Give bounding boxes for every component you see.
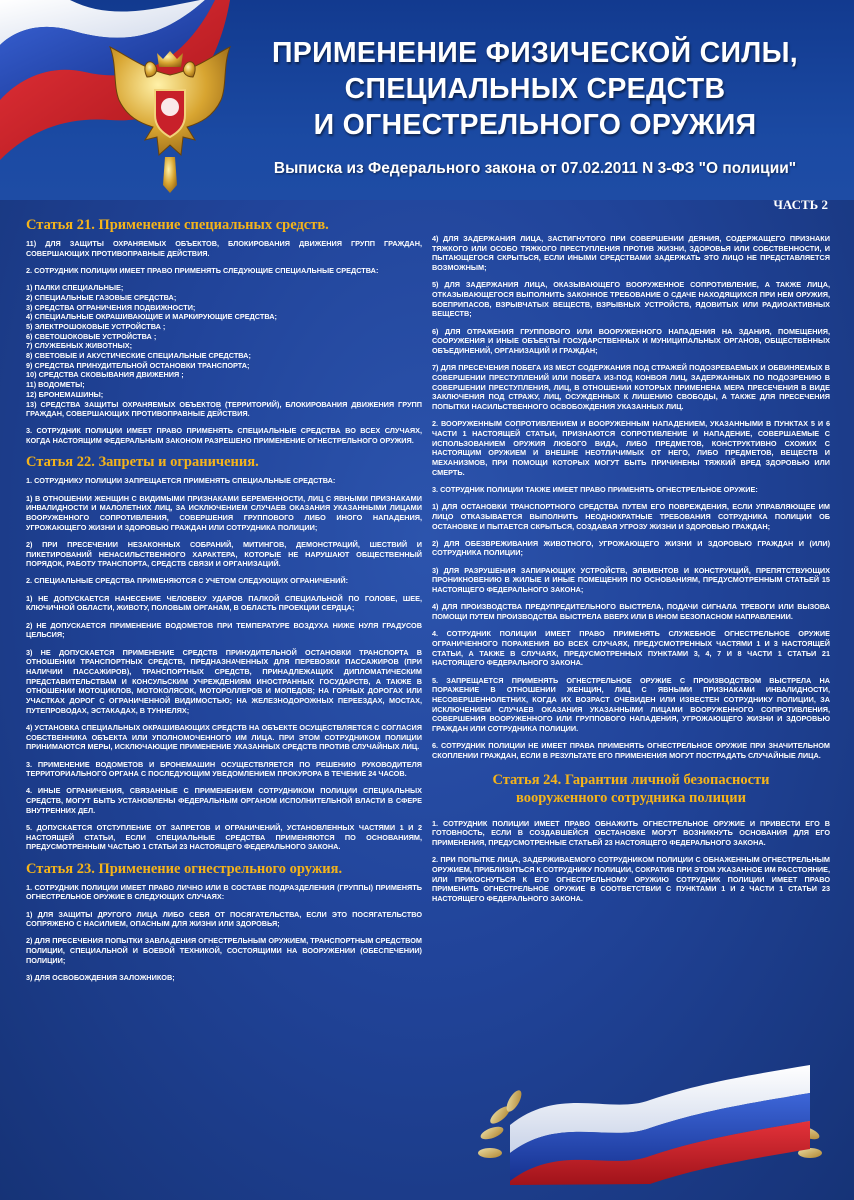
list-item: 6) СВЕТОШОКОВЫЕ УСТРОЙСТВА ; [26, 331, 157, 341]
header-banner [0, 0, 854, 200]
paragraph: 1. СОТРУДНИК ПОЛИЦИИ ИМЕЕТ ПРАВО ОБНАЖИТЬ ОГНЕСТРЕЛЬНОЕ ОРУЖИЕ И ПРИВЕСТИ ЕГО В ГОТОВНОСТЬ, ЕСЛИ В СОЗДАВШЕЙСЯ ОБСТАНОВКЕ МОГУТ ВОЗНИКНУТЬ ОСНОВАНИЯ ДЛЯ ЕГО ПРИМЕНЕНИЯ, ПРЕДУСМОТРЕННЫЕ СТАТЬЕЙ 23 НАСТОЯЩЕГО ФЕДЕРАЛЬНОГО ЗАКОНА. [432, 818, 830, 848]
list-item: 4) СПЕЦИАЛЬНЫЕ ОКРАШИВАЮЩИЕ И МАРКИРУЮЩИЕ СРЕДСТВА; [26, 312, 277, 322]
paragraph: 2) ДЛЯ ОБЕЗВРЕЖИВАНИЯ ЖИВОТНОГО, УГРОЖАЮЩЕГО ЖИЗНИ И ЗДОРОВЬЮ ГРАЖДАН И (ИЛИ) СОТРУДНИКА ПОЛИЦИИ; [432, 538, 830, 558]
paragraph: 1. СОТРУДНИКУ ПОЛИЦИИ ЗАПРЕЩАЕТСЯ ПРИМЕНЯТЬ СПЕЦИАЛЬНЫЕ СРЕДСТВА: [26, 476, 336, 486]
title-line: И ОГНЕСТРЕЛЬНОГО ОРУЖИЯ [313, 109, 757, 141]
paragraph: 13) СРЕДСТВА ЗАЩИТЫ ОХРАНЯЕМЫХ ОБЪЕКТОВ (ТЕРРИТОРИЙ), БЛОКИРОВАНИЯ ДВИЖЕНИЯ ГРУПП ГРАЖДАН, СОВЕРШАЮЩИХ ПРОТИВОПРАВНЫЕ ДЕЙСТВИЯ. [26, 399, 422, 419]
title-line: ПРИМЕНЕНИЕ ФИЗИЧЕСКОЙ СИЛЫ, [271, 37, 799, 69]
tricolor-ribbon-icon [470, 1045, 830, 1185]
paragraph: 2) НЕ ДОПУСКАЕТСЯ ПРИМЕНЕНИЕ ВОДОМЕТОВ ПРИ ТЕМПЕРАТУРЕ ВОЗДУХА НИЖЕ НУЛЯ ГРАДУСОВ ЦЕЛЬСИЯ; [26, 620, 422, 640]
list-item: 10) СРЕДСТВА СКОВЫВАНИЯ ДВИЖЕНИЯ ; [26, 370, 184, 380]
paragraph: 2. СОТРУДНИК ПОЛИЦИИ ИМЕЕТ ПРАВО ПРИМЕНЯТЬ СЛЕДУЮЩИЕ СПЕЦИАЛЬНЫЕ СРЕДСТВА: [26, 265, 379, 275]
paragraph: 4) ДЛЯ ЗАДЕРЖАНИЯ ЛИЦА, ЗАСТИГНУТОГО ПРИ СОВЕРШЕНИИ ДЕЯНИЯ, СОДЕРЖАЩЕГО ПРИЗНАКИ ТЯЖКОГО ИЛИ ОСОБО ТЯЖКОГО ПРЕСТУПЛЕНИЯ ПРОТИВ ЖИЗНИ, ЗДОРОВЬЯ ИЛИ СОБСТВЕННОСТИ, И ПЫТАЮЩЕГОСЯ СКРЫТЬСЯ, ЕСЛИ ИНЫМИ СРЕДСТВАМИ ЗАДЕРЖАТЬ ЭТО ЛИЦО НЕ ПРЕДСТАВЛЯЕТСЯ ВОЗМОЖНЫМ; [432, 234, 830, 273]
double-headed-eagle-emblem-icon [105, 45, 235, 195]
paragraph: 5. ЗАПРЕЩАЕТСЯ ПРИМЕНЯТЬ ОГНЕСТРЕЛЬНОЕ ОРУЖИЕ С ПРОИЗВОДСТВОМ ВЫСТРЕЛА НА ПОРАЖЕНИЕ В ОТНОШЕНИИ ЖЕНЩИН, ЛИЦ С ЯВНЫМИ ПРИЗНАКАМИ ИНВАЛИДНОСТИ, НЕСОВЕРШЕННОЛЕТНИХ, КОГДА ИХ ВОЗРАСТ ОЧЕВИДЕН ИЛИ ИЗВЕСТЕН СОТРУДНИКУ ПОЛИЦИИ, ЗА ИСКЛЮЧЕНИЕМ СЛУЧАЕВ ОКАЗАНИЯ УКАЗАННЫМИ ЛИЦАМИ ВООРУЖЕННОГО СОПРОТИВЛЕНИЯ, СОВЕРШЕНИЯ ВООРУЖЕННОГО ИЛИ ГРУППОВОГО НАПАДЕНИЯ, УГРОЖАЮЩЕГО ЖИЗНИ И ЗДОРОВЬЮ ГРАЖДАН ИЛИ СОТРУДНИКА ПОЛИЦИИ. [432, 675, 830, 734]
article-23-title: Статья 23. Применение огнестрельного оружия. [26, 860, 343, 877]
paragraph: 2. ВООРУЖЕННЫМ СОПРОТИВЛЕНИЕМ И ВООРУЖЕННЫМ НАПАДЕНИЕМ, УКАЗАННЫМИ В ПУНКТАХ 5 И 6 ЧАСТИ 1 НАСТОЯЩЕЙ СТАТЬИ, ПРИЗНАЮТСЯ СОПРОТИВЛЕНИЕ И НАПАДЕНИЕ, СОВЕРШАЕМЫЕ С ИСПОЛЬЗОВАНИЕМ ОРУЖИЯ ЛЮБОГО ВИДА, ЛИБО ПРЕДМЕТОВ, КОНСТРУКТИВНО СХОЖИХ С НАСТОЯЩИМ ОРУЖИЕМ И ВНЕШНЕ НЕОТЛИЧИМЫХ ОТ НЕГО, ЛИБО ПРЕДМЕТОВ, ВЕЩЕСТВ И МЕХАНИЗМОВ, ПРИ ПОМОЩИ КОТОРЫХ МОГУТ БЫТЬ ПРИЧИНЕНЫ ТЯЖКИЙ ВРЕД ЗДОРОВЬЮ ИЛИ СМЕРТЬ. [432, 419, 830, 477]
list-item: 9) СРЕДСТВА ПРИНУДИТЕЛЬНОЙ ОСТАНОВКИ ТРАНСПОРТА; [26, 360, 250, 370]
list-item: 2) СПЕЦИАЛЬНЫЕ ГАЗОВЫЕ СРЕДСТВА; [26, 292, 177, 302]
paragraph: 6. СОТРУДНИК ПОЛИЦИИ НЕ ИМЕЕТ ПРАВА ПРИМЕНЯТЬ ОГНЕСТРЕЛЬНОЕ ОРУЖИЕ ПРИ ЗНАЧИТЕЛЬНОМ СКОПЛЕНИИ ГРАЖДАН, ЕСЛИ В РЕЗУЛЬТАТЕ ЕГО ПРИМЕНЕНИЯ МОГУТ ПОСТРАДАТЬ СЛУЧАЙНЫЕ ЛИЦА. [432, 741, 830, 760]
list-item: 7) СЛУЖЕБНЫХ ЖИВОТНЫХ; [26, 341, 133, 351]
paragraph: 5) ДЛЯ ЗАДЕРЖАНИЯ ЛИЦА, ОКАЗЫВАЮЩЕГО ВООРУЖЕННОЕ СОПРОТИВЛЕНИЕ, А ТАКЖЕ ЛИЦА, ОТКАЗЫВАЮЩЕГОСЯ ВЫПОЛНИТЬ ЗАКОННОЕ ТРЕБОВАНИЕ О СДАЧЕ НАХОДЯЩИХСЯ ПРИ НЕМ ОРУЖИЯ, БОЕПРИПАСОВ, ВЗРЫВЧАТЫХ ВЕЩЕСТВ, ВЗРЫВНЫХ УСТРОЙСТВ, ЯДОВИТЫХ ИЛИ РАДИОАКТИВНЫХ ВЕЩЕСТВ; [432, 280, 830, 319]
paragraph: 3. ПРИМЕНЕНИЕ ВОДОМЕТОВ И БРОНЕМАШИН ОСУЩЕСТВЛЯЕТСЯ ПО РЕШЕНИЮ РУКОВОДИТЕЛЯ ТЕРРИТОРИАЛЬНОГО ОРГАНА С ПОСЛЕДУЮЩИМ УВЕДОМЛЕНИЕМ ПРОКУРОРА В ТЕЧЕНИЕ 24 ЧАСОВ. [26, 759, 422, 779]
page-subtitle: Выписка из Федерального закона от 07.02.2011 N 3-ФЗ "О полиции" [273, 160, 797, 177]
paragraph: 3) ДЛЯ ОСВОБОЖДЕНИЯ ЗАЛОЖНИКОВ; [26, 973, 175, 983]
article-22-title: Статья 22. Запреты и ограничения. [26, 454, 259, 471]
page-title [225, 35, 845, 143]
paragraph: 1) ДЛЯ ОСТАНОВКИ ТРАНСПОРТНОГО СРЕДСТВА ПУТЕМ ЕГО ПОВРЕЖДЕНИЯ, ЕСЛИ УПРАВЛЯЮЩЕЕ ИМ ЛИЦО ОТКАЗЫВАЕТСЯ ВЫПОЛНИТЬ НЕОДНОКРАТНЫЕ ТРЕБОВАНИЯ СОТРУДНИКА ПОЛИЦИИ ОБ ОСТАНОВКЕ И ПЫТАЕТСЯ СКРЫТЬСЯ, СОЗДАВАЯ УГРОЗУ ЖИЗНИ И ЗДОРОВЬЮ ГРАЖДАН; [432, 502, 830, 531]
paragraph: 3) НЕ ДОПУСКАЕТСЯ ПРИМЕНЕНИЕ СРЕДСТВ ПРИНУДИТЕЛЬНОЙ ОСТАНОВКИ ТРАНСПОРТА В ОТНОШЕНИИ ТРАНСПОРТНЫХ СРЕДСТВ, ПРЕДНАЗНАЧЕННЫХ ДЛЯ ПЕРЕВОЗКИ ПАССАЖИРОВ (ПРИ НАЛИЧИИ ПАССАЖИРОВ), ТРАНСПОРТНЫХ СРЕДСТВ, ПРИНАДЛЕЖАЩИХ ДИПЛОМАТИЧЕСКИМ ПРЕДСТАВИТЕЛЬСТВАМ И КОНСУЛЬСКИМ УЧРЕЖДЕНИЯМ ИНОСТРАННЫХ ГОСУДАРСТВ, А ТАКЖЕ В ОТНОШЕНИИ МОТОЦИКЛОВ, МОТОКОЛЯСОК, МОТОРОЛЛЕРОВ И МОПЕДОВ; НА ГОРНЫХ ДОРОГАХ ИЛИ УЧАСТКАХ ДОРОГ С ОГРАНИЧЕННОЙ ВИДИМОСТЬЮ; НА ЖЕЛЕЗНОДОРОЖНЫХ ПЕРЕЕЗДАХ, МОСТАХ, ПУТЕПРОВОДАХ, ЭСТАКАДАХ, В ТУННЕЛЯХ; [26, 647, 422, 715]
paragraph: 2. ПРИ ПОПЫТКЕ ЛИЦА, ЗАДЕРЖИВАЕМОГО СОТРУДНИКОМ ПОЛИЦИИ С ОБНАЖЕННЫМ ОГНЕСТРЕЛЬНЫМ ОРУЖИЕМ, ПРИБЛИЗИТЬСЯ К СОТРУДНИКУ ПОЛИЦИИ, СОКРАТИВ ПРИ ЭТОМ УКАЗАННОЕ ИМ РАССТОЯНИЕ, ИЛИ ПРИКОСНУТЬСЯ К ЕГО ОГНЕСТРЕЛЬНОМУ ОРУЖИЮ СОТРУДНИК ПОЛИЦИИ ИМЕЕТ ПРАВО ПРИМЕНИТЬ ОГНЕСТРЕЛЬНОЕ ОРУЖИЕ В СООТВЕТСТВИИ С ПУНКТАМИ 1 И 2 ЧАСТИ 1 СТАТЬИ 23 НАСТОЯЩЕГО ФЕДЕРАЛЬНОГО ЗАКОНА. [432, 855, 830, 904]
list-item: 3) СРЕДСТВА ОГРАНИЧЕНИЯ ПОДВИЖНОСТИ; [26, 302, 196, 312]
paragraph: 11) ДЛЯ ЗАЩИТЫ ОХРАНЯЕМЫХ ОБЪЕКТОВ, БЛОКИРОВАНИЯ ДВИЖЕНИЯ ГРУПП ГРАЖДАН, СОВЕРШАЮЩИХ ПРОТИВОПРАВНЫЕ ДЕЙСТВИЯ. [26, 239, 422, 258]
left-column [26, 212, 422, 990]
paragraph: 2) ПРИ ПРЕСЕЧЕНИИ НЕЗАКОННЫХ СОБРАНИЙ, МИТИНГОВ, ДЕМОНСТРАЦИЙ, ШЕСТВИЙ И ПИКЕТИРОВАНИЙ НЕНАСИЛЬСТВЕННОГО ХАРАКТЕРА, КОТОРЫЕ НЕ НАРУШАЮТ ОБЩЕСТВЕННЫЙ ПОРЯДОК, РАБОТУ ТРАНСПОРТА, СРЕДСТВ СВЯЗИ И ОРГАНИЗАЦИЙ. [26, 539, 422, 569]
part-label: ЧАСТЬ 2 [773, 197, 828, 212]
article-24-title [432, 771, 830, 807]
list-item: 8) СВЕТОВЫЕ И АКУСТИЧЕСКИЕ СПЕЦИАЛЬНЫЕ СРЕДСТВА; [26, 351, 251, 361]
paragraph: 1) В ОТНОШЕНИИ ЖЕНЩИН С ВИДИМЫМИ ПРИЗНАКАМИ БЕРЕМЕННОСТИ, ЛИЦ С ЯВНЫМИ ПРИЗНАКАМИ ИНВАЛИДНОСТИ И МАЛОЛЕТНИХ ЛИЦ, ЗА ИСКЛЮЧЕНИЕМ СЛУЧАЕВ ОКАЗАНИЯ УКАЗАННЫМИ ЛИЦАМИ ВООРУЖЕННОГО СОПРОТИВЛЕНИЯ, СОВЕРШЕНИЯ ГРУППОВОГО ЛИБО ИНОГО НАПАДЕНИЯ, УГРОЖАЮЩЕГО ЖИЗНИ И ЗДОРОВЬЮ ГРАЖДАН ИЛИ СОТРУДНИКА ПОЛИЦИИ; [26, 493, 422, 532]
article-24-title-line: Статья 24. Гарантии личной безопасности [492, 771, 770, 788]
paragraph: 3. СОТРУДНИК ПОЛИЦИИ ТАКЖЕ ИМЕЕТ ПРАВО ПРИМЕНЯТЬ ОГНЕСТРЕЛЬНОЕ ОРУЖИЕ: [432, 484, 758, 494]
paragraph: 2) ДЛЯ ПРЕСЕЧЕНИЯ ПОПЫТКИ ЗАВЛАДЕНИЯ ОГНЕСТРЕЛЬНЫМ ОРУЖИЕМ, ТРАНСПОРТНЫМ СРЕДСТВОМ ПОЛИЦИИ, СПЕЦИАЛЬНОЙ И БОЕВОЙ ТЕХНИКОЙ, СОСТОЯЩИМИ НА ВООРУЖЕНИИ (ОБЕСПЕЧЕНИИ) ПОЛИЦИИ; [26, 936, 422, 965]
paragraph: 4) УСТАНОВКА СПЕЦИАЛЬНЫХ ОКРАШИВАЮЩИХ СРЕДСТВ НА ОБЪЕКТЕ ОСУЩЕСТВЛЯЕТСЯ С СОГЛАСИЯ СОБСТВЕННИКА ОБЪЕКТА ИЛИ УПОЛНОМОЧЕННОГО ИМ ЛИЦА. ПРИ ЭТОМ СОТРУДНИКОМ ПОЛИЦИИ ПРИНИМАЮТСЯ МЕРЫ, ИСКЛЮЧАЮЩИЕ ПРИМЕНЕНИЕ УКАЗАННЫХ СРЕДСТВ ПРОТИВ СЛУЧАЙНЫХ ЛИЦ. [26, 722, 422, 752]
list-item: 5) ЭЛЕКТРОШОКОВЫЕ УСТРОЙСТВА ; [26, 321, 166, 331]
title-line: СПЕЦИАЛЬНЫХ СРЕДСТВ [344, 73, 726, 105]
paragraph: 3. СОТРУДНИК ПОЛИЦИИ ИМЕЕТ ПРАВО ПРИМЕНЯТЬ СПЕЦИАЛЬНЫЕ СРЕДСТВА ВО ВСЕХ СЛУЧАЯХ, КОГДА НАСТОЯЩИМ ФЕДЕРАЛЬНЫМ ЗАКОНОМ РАЗРЕШЕНО ПРИМЕНЕНИЕ ОГНЕСТРЕЛЬНОГО ОРУЖИЯ. [26, 426, 422, 446]
paragraph: 5. ДОПУСКАЕТСЯ ОТСТУПЛЕНИЕ ОТ ЗАПРЕТОВ И ОГРАНИЧЕНИЙ, УСТАНОВЛЕННЫХ ЧАСТЯМИ 1 И 2 НАСТОЯЩЕЙ СТАТЬИ, ЕСЛИ СПЕЦИАЛЬНЫЕ СРЕДСТВА ПРИМЕНЯЮТСЯ ПО ОСНОВАНИЯМ, ПРЕДУСМОТРЕННЫМ ЧАСТЬЮ 1 СТАТЬИ 23 НАСТОЯЩЕГО ФЕДЕРАЛЬНОГО ЗАКОНА. [26, 823, 422, 852]
list-item: 1) ПАЛКИ СПЕЦИАЛЬНЫЕ; [26, 283, 124, 293]
paragraph: 7) ДЛЯ ПРЕСЕЧЕНИЯ ПОБЕГА ИЗ МЕСТ СОДЕРЖАНИЯ ПОД СТРАЖЕЙ ПОДОЗРЕВАЕМЫХ И ОБВИНЯЕМЫХ В СОВЕРШЕНИИ ПРЕСТУПЛЕНИЙ ИЛИ ПОБЕГА ИЗ-ПОД КОНВОЯ ЛИЦ, ЗАДЕРЖАННЫХ ПО ПОДОЗРЕНИЮ В СОВЕРШЕНИИ ПРЕСТУПЛЕНИЯ, ЛИЦ, В ОТНОШЕНИИ КОТОРЫХ ПРИМЕНЕНА МЕРА ПРЕСЕЧЕНИЯ В ВИДЕ ЗАКЛЮЧЕНИЯ ПОД СТРАЖУ, ЛИЦ, ОСУЖДЕННЫХ К ЛИШЕНИЮ СВОБОДЫ, А ТАКЖЕ ДЛЯ ПРЕСЕЧЕНИЯ ПОПЫТКИ НАСИЛЬСТВЕННОГО ОСВОБОЖДЕНИЯ УКАЗАННЫХ ЛИЦ. [432, 363, 830, 412]
paragraph: 1. СОТРУДНИК ПОЛИЦИИ ИМЕЕТ ПРАВО ЛИЧНО ИЛИ В СОСТАВЕ ПОДРАЗДЕЛЕНИЯ (ГРУППЫ) ПРИМЕНЯТЬ ОГНЕСТРЕЛЬНОЕ ОРУЖИЕ В СЛЕДУЮЩИХ СЛУЧАЯХ: [26, 882, 422, 902]
special-means-list [26, 283, 422, 399]
paragraph: 4) ДЛЯ ПРОИЗВОДСТВА ПРЕДУПРЕДИТЕЛЬНОГО ВЫСТРЕЛА, ПОДАЧИ СИГНАЛА ТРЕВОГИ ИЛИ ВЫЗОВА ПОМОЩИ ПУТЕМ ПРОИЗВОДСТВА ВЫСТРЕЛА ВВЕРХ ИЛИ В ИНОМ БЕЗОПАСНОМ НАПРАВЛЕНИИ. [432, 602, 830, 621]
paragraph: 1) НЕ ДОПУСКАЕТСЯ НАНЕСЕНИЕ ЧЕЛОВЕКУ УДАРОВ ПАЛКОЙ СПЕЦИАЛЬНОЙ ПО ГОЛОВЕ, ШЕЕ, КЛЮЧИЧНОЙ ОБЛАСТИ, ЖИВОТУ, ПОЛОВЫМ ОРГАНАМ, В ОБЛАСТЬ ПРОЕКЦИИ СЕРДЦА; [26, 593, 422, 613]
paragraph: 4. СОТРУДНИК ПОЛИЦИИ ИМЕЕТ ПРАВО ПРИМЕНЯТЬ СЛУЖЕБНОЕ ОГНЕСТРЕЛЬНОЕ ОРУЖИЕ ОГРАНИЧЕННОГО ПОРАЖЕНИЯ ВО ВСЕХ СЛУЧАЯХ, ПРЕДУСМОТРЕННЫХ ЧАСТЯМИ 1 И 3 НАСТОЯЩЕЙ СТАТЬИ, А ТАКЖЕ В СЛУЧАЯХ, ПРЕДУСМОТРЕННЫХ ПУНКТАМИ 3, 4, 7 И 8 ЧАСТИ 1 СТАТЬИ 21 НАСТОЯЩЕГО ФЕДЕРАЛЬНОГО ЗАКОНА. [432, 629, 830, 668]
paragraph: 6) ДЛЯ ОТРАЖЕНИЯ ГРУППОВОГО ИЛИ ВООРУЖЕННОГО НАПАДЕНИЯ НА ЗДАНИЯ, ПОМЕЩЕНИЯ, СООРУЖЕНИЯ И ИНЫЕ ОБЪЕКТЫ ГОСУДАРСТВЕННЫХ И МУНИЦИПАЛЬНЫХ ОРГАНОВ, ОБЩЕСТВЕННЫХ ОБЪЕДИНЕНИЙ, ОРГАНИЗАЦИЙ И ГРАЖДАН; [432, 326, 830, 356]
paragraph: 1) ДЛЯ ЗАЩИТЫ ДРУГОГО ЛИЦА ЛИБО СЕБЯ ОТ ПОСЯГАТЕЛЬСТВА, ЕСЛИ ЭТО ПОСЯГАТЕЛЬСТВО СОПРЯЖЕНО С НАСИЛИЕМ, ОПАСНЫМ ДЛЯ ЖИЗНИ ИЛИ ЗДОРОВЬЯ; [26, 909, 422, 929]
paragraph: 4. ИНЫЕ ОГРАНИЧЕНИЯ, СВЯЗАННЫЕ С ПРИМЕНЕНИЕМ СОТРУДНИКОМ ПОЛИЦИИ СПЕЦИАЛЬНЫХ СРЕДСТВ, МОГУТ БЫТЬ УСТАНОВЛЕНЫ ФЕДЕРАЛЬНЫМ ОРГАНОМ ИСПОЛНИТЕЛЬНОЙ ВЛАСТИ В СФЕРЕ ВНУТРЕННИХ ДЕЛ. [26, 786, 422, 815]
paragraph: 2. СПЕЦИАЛЬНЫЕ СРЕДСТВА ПРИМЕНЯЮТСЯ С УЧЕТОМ СЛЕДУЮЩИХ ОГРАНИЧЕНИЙ: [26, 576, 349, 586]
article-24-title-line: вооруженного сотрудника полиции [515, 789, 746, 806]
list-item: 12) БРОНЕМАШИНЫ; [26, 389, 104, 399]
article-21-title: Статья 21. Применение специальных средств. [26, 217, 329, 233]
list-item: 11) ВОДОМЕТЫ; [26, 380, 85, 390]
paragraph: 3) ДЛЯ РАЗРУШЕНИЯ ЗАПИРАЮЩИХ УСТРОЙСТВ, ЭЛЕМЕНТОВ И КОНСТРУКЦИЙ, ПРЕПЯТСТВУЮЩИХ ПРОНИКНОВЕНИЮ В ЖИЛЫЕ И ИНЫЕ ПОМЕЩЕНИЯ ПО ОСНОВАНИЯМ, ПРЕДУСМОТРЕННЫМ СТАТЬЕЙ 15 НАСТОЯЩЕГО ФЕДЕРАЛЬНОГО ЗАКОНА; [432, 565, 830, 595]
right-column [432, 234, 830, 911]
